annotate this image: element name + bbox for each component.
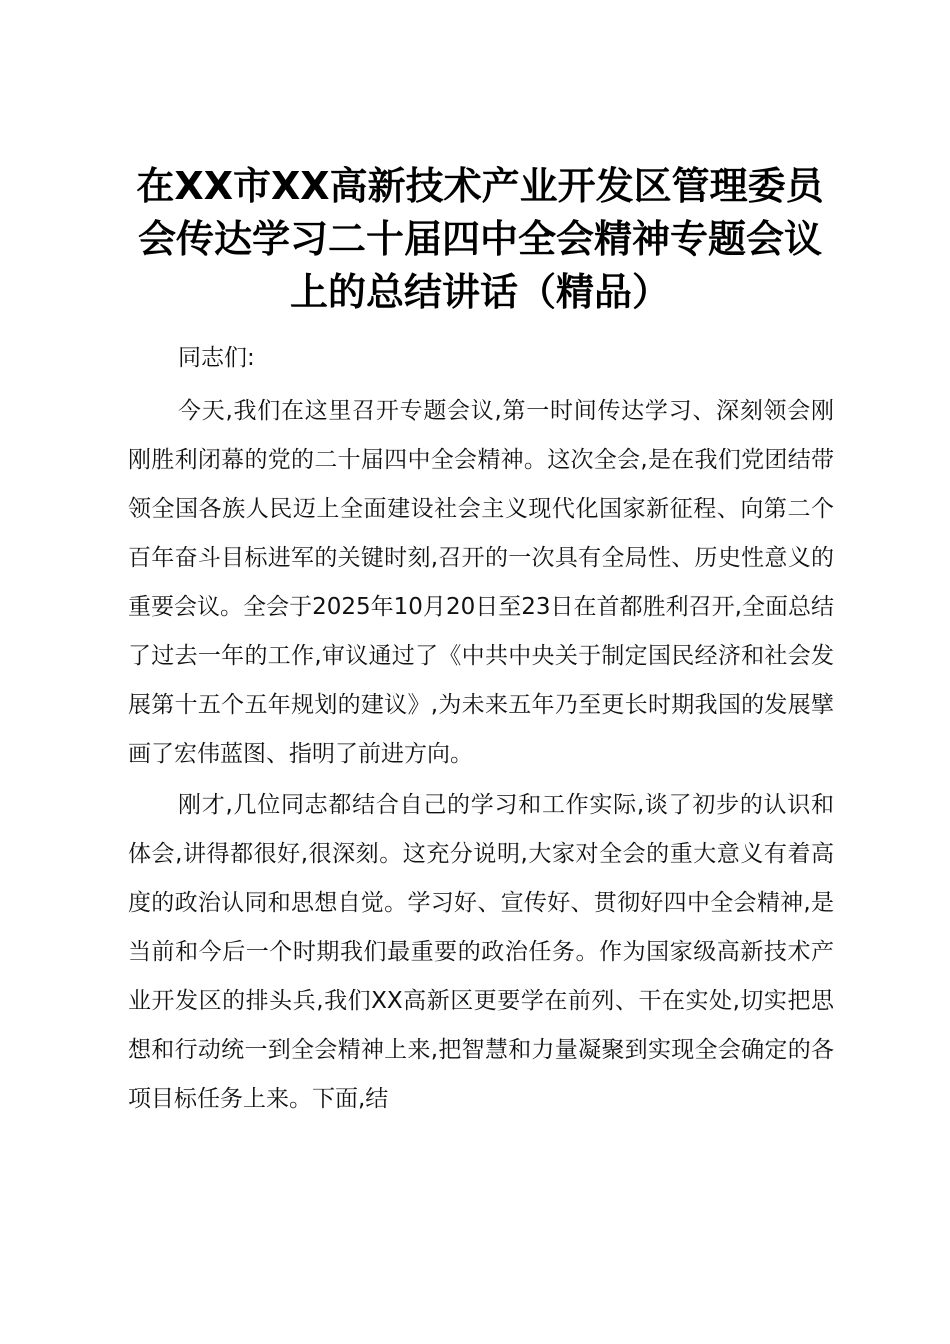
document-title: 在XX市XX高新技术产业开发区管理委员会传达学习二十届四中全会精神专题会议上的总结讲话（精品） bbox=[136, 164, 824, 314]
salutation: 同志们: bbox=[178, 345, 255, 371]
paragraph-1: 今天,我们在这里召开专题会议,第一时间传达学习、深刻领会刚刚胜利闭幕的党的二十届四中全会精神。这次全会,是在我们党团结带领全国各族人民迈上全面建设社会主义现代化国家新征程、向第二个百年奋斗目标进军的关键时刻,召开的一次具有全局性、历史性意义的重要会议。全会于2025年10月20日至23日在首都胜利召开,全面总结了过去一年的工作,审议通过了《中共中央关于制定国民经济和社会发展第十五个五年规划的建议》,为未来五年乃至更长时期我国的发展擘画了宏伟蓝图、指明了前进方向。 bbox=[128, 398, 834, 767]
document-body bbox=[128, 338, 834, 1124]
paragraph-2: 刚才,几位同志都结合自己的学习和工作实际,谈了初步的认识和体会,讲得都很好,很深刻。这充分说明,大家对全会的重大意义有着高度的政治认同和思想自觉。学习好、宣传好、贯彻好四中全会精神,是当前和今后一个时期我们最重要的政治任务。作为国家级高新技术产业开发区的排头兵,我们XX高新区更要学在前列、干在实处,切实把思想和行动统一到全会精神上来,把智慧和力量凝聚到实现全会确定的各项目标任务上来。下面,结 bbox=[128, 792, 834, 1112]
